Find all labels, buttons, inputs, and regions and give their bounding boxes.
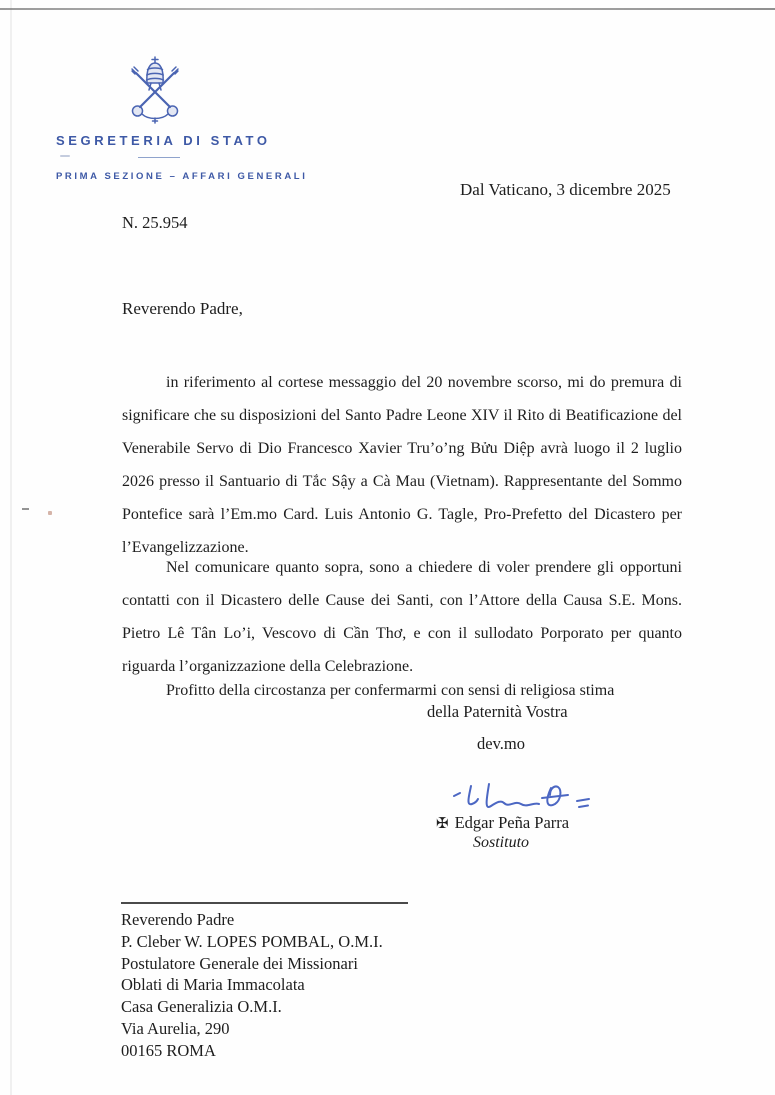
salutation: Reverendo Padre, xyxy=(122,299,243,318)
org-name: SEGRETERIA DI STATO xyxy=(56,133,271,148)
scan-artifact-dash xyxy=(22,508,29,510)
protocol-number: N. 25.954 xyxy=(122,213,188,232)
maltese-cross-icon: ✠ xyxy=(436,816,449,832)
body-paragraph-3: Profitto della circostanza per confermarmi con sensi di religiosa stima xyxy=(166,682,615,699)
signatory-name xyxy=(436,813,569,833)
recipient-address-block xyxy=(121,902,408,1062)
recipient-line: Casa Generalizia O.M.I. xyxy=(121,997,282,1017)
recipient-line: Oblati di Maria Immacolata xyxy=(121,975,305,995)
signatory-title: Sostituto xyxy=(473,834,530,851)
letterhead-rule xyxy=(138,157,180,158)
scan-artifact-top-line xyxy=(0,8,775,10)
recipient-line: P. Cleber W. LOPES POMBAL, O.M.I. xyxy=(121,931,383,951)
letterhead-smudge xyxy=(60,155,70,157)
body-paragraph-2: Nel comunicare quanto sopra, sono a chiedere di voler prendere gli opportuni contatti con il Dicastero delle Cause dei Santi, con l’Attore della Causa S.E. Mons. Pietro Lê Tân Lo’i, Vescovo di Cần Thơ, e con il sullodato Porporato per quanto riguarda l’organizzazione della Celebrazione. xyxy=(122,559,682,675)
valediction-line-2: dev.mo xyxy=(477,734,525,753)
scan-artifact-speck xyxy=(48,511,52,515)
org-section: PRIMA SEZIONE – AFFARI GENERALI xyxy=(56,171,308,182)
scan-artifact-left-line xyxy=(10,0,12,1095)
recipient-line: Reverendo Padre xyxy=(121,910,235,929)
signatory-name-text: Edgar Peña Parra xyxy=(454,813,570,832)
recipient-line: Postulatore Generale dei Missionari xyxy=(121,953,358,973)
vatican-coat-of-arms-icon xyxy=(121,56,189,126)
recipient-line: 00165 ROMA xyxy=(121,1040,216,1060)
body-paragraph-1: in riferimento al cortese messaggio del 20 novembre scorso, mi do premura di significare che su disposizioni del Santo Padre Leone XIV il Rito di Beatificazione del Venerabile Servo di Dio Francesco Xavier Tru’o’ng Bửu Diệp avrà luogo il 2 luglio 2026 presso il Santuario di Tắc Sậy a Cà Mau (Vietnam). Rappresentante del Sommo Pontefice sarà l’Em.mo Card. Luis Antonio G. Tagle, Pro-Prefetto del Dicastero per l’Evangelizzazione. xyxy=(122,374,682,556)
dateline: Dal Vaticano, 3 dicembre 2025 xyxy=(460,180,671,199)
recipient-line: Via Aurelia, 290 xyxy=(121,1018,230,1038)
valediction-line-1: della Paternità Vostra xyxy=(427,702,568,721)
